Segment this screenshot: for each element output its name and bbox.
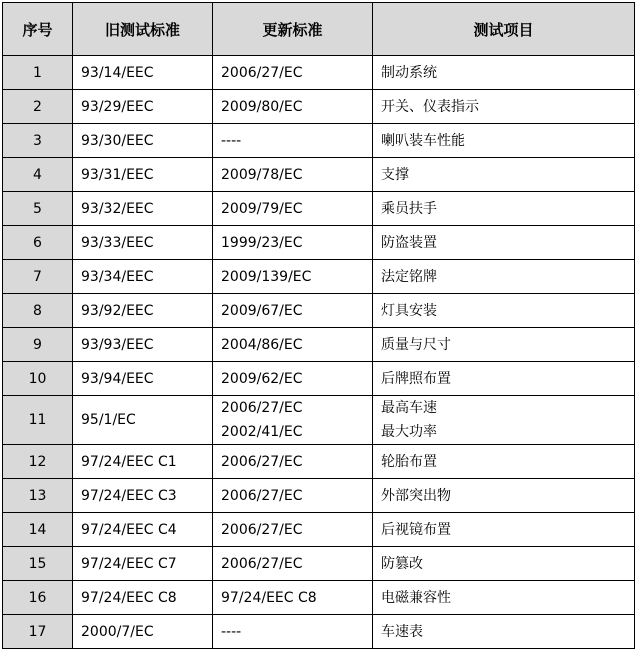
new-standard-cell-line: 97/24/EEC C8 <box>221 589 317 606</box>
table-row <box>3 581 635 615</box>
test-item-cell-line: 最高车速 <box>381 400 437 416</box>
table-row <box>3 90 635 124</box>
test-item-cell <box>373 615 635 649</box>
test-item-cell <box>373 56 635 90</box>
header-new-standard: 更新标准 <box>213 3 373 56</box>
old-standard-cell: 93/29/EEC <box>73 90 213 124</box>
row-index: 12 <box>3 445 73 479</box>
row-index: 11 <box>3 396 73 445</box>
test-item-cell-line: 后视镜布置 <box>381 521 451 538</box>
test-item-cell-line: 法定铭牌 <box>381 268 437 285</box>
old-standard-cell: 97/24/EEC C4 <box>73 513 213 547</box>
new-standard-cell <box>213 192 373 226</box>
old-standard-cell: 93/14/EEC <box>73 56 213 90</box>
row-index: 9 <box>3 328 73 362</box>
old-standard-cell: 95/1/EC <box>73 396 213 445</box>
test-item-cell-line: 乘员扶手 <box>381 200 437 217</box>
table-row <box>3 615 635 649</box>
table-header <box>3 3 635 56</box>
table-row <box>3 294 635 328</box>
table-row <box>3 328 635 362</box>
test-item-cell <box>373 479 635 513</box>
new-standard-cell-line: 2009/62/EC <box>221 370 303 387</box>
old-standard-cell: 97/24/EEC C3 <box>73 479 213 513</box>
new-standard-cell-line: ---- <box>221 132 242 149</box>
test-item-cell <box>373 260 635 294</box>
old-standard-cell: 97/24/EEC C8 <box>73 581 213 615</box>
test-item-cell <box>373 445 635 479</box>
table-row <box>3 445 635 479</box>
test-item-cell <box>373 362 635 396</box>
table-row <box>3 479 635 513</box>
test-item-cell-line: 电磁兼容性 <box>381 589 451 606</box>
test-item-cell-line: 开关、仪表指示 <box>381 98 479 115</box>
new-standard-cell-line: 2006/27/EC <box>221 487 303 504</box>
row-index: 13 <box>3 479 73 513</box>
new-standard-cell-line: 2009/78/EC <box>221 166 303 183</box>
test-item-cell <box>373 294 635 328</box>
new-standard-cell-line: 2006/27/EC <box>221 64 303 81</box>
table-row <box>3 547 635 581</box>
row-index: 17 <box>3 615 73 649</box>
new-standard-cell <box>213 260 373 294</box>
old-standard-cell: 97/24/EEC C1 <box>73 445 213 479</box>
new-standard-cell <box>213 445 373 479</box>
test-item-cell-line: 车速表 <box>381 623 423 640</box>
new-standard-cell <box>213 396 373 445</box>
old-standard-cell: 93/30/EEC <box>73 124 213 158</box>
old-standard-cell: 93/92/EEC <box>73 294 213 328</box>
new-standard-cell-line: 2006/27/EC <box>221 521 303 538</box>
old-standard-cell: 93/34/EEC <box>73 260 213 294</box>
new-standard-cell <box>213 479 373 513</box>
new-standard-cell <box>213 513 373 547</box>
old-standard-cell: 2000/7/EC <box>73 615 213 649</box>
new-standard-cell-line: ---- <box>221 623 242 640</box>
table-row <box>3 362 635 396</box>
table-row <box>3 226 635 260</box>
test-item-cell <box>373 158 635 192</box>
test-item-cell <box>373 396 635 445</box>
row-index: 4 <box>3 158 73 192</box>
test-item-cell-line: 防篡改 <box>381 555 423 572</box>
table-row <box>3 396 635 445</box>
test-item-cell-line: 防盗装置 <box>381 234 437 251</box>
new-standard-cell-line: 2009/67/EC <box>221 302 303 319</box>
test-item-cell-line: 最大功率 <box>381 424 437 440</box>
test-item-cell-line: 灯具安装 <box>381 302 437 319</box>
table-row <box>3 158 635 192</box>
old-standard-cell: 93/33/EEC <box>73 226 213 260</box>
old-standard-cell: 97/24/EEC C7 <box>73 547 213 581</box>
row-index: 10 <box>3 362 73 396</box>
test-item-cell-line: 支撑 <box>381 166 409 183</box>
old-standard-cell: 93/31/EEC <box>73 158 213 192</box>
new-standard-cell <box>213 294 373 328</box>
new-standard-cell-line: 2006/27/EC <box>221 453 303 470</box>
new-standard-cell <box>213 581 373 615</box>
row-index: 7 <box>3 260 73 294</box>
new-standard-cell <box>213 328 373 362</box>
row-index: 6 <box>3 226 73 260</box>
test-item-cell <box>373 513 635 547</box>
row-index: 1 <box>3 56 73 90</box>
old-standard-cell: 93/32/EEC <box>73 192 213 226</box>
new-standard-cell-line: 2004/86/EC <box>221 336 303 353</box>
test-item-cell-line: 后牌照布置 <box>381 370 451 387</box>
new-standard-cell <box>213 124 373 158</box>
test-item-cell <box>373 581 635 615</box>
table-row <box>3 56 635 90</box>
test-item-cell <box>373 547 635 581</box>
row-index: 2 <box>3 90 73 124</box>
test-item-cell <box>373 226 635 260</box>
row-index: 3 <box>3 124 73 158</box>
row-index: 14 <box>3 513 73 547</box>
new-standard-cell <box>213 158 373 192</box>
new-standard-cell-line: 2006/27/EC <box>221 400 303 416</box>
row-index: 5 <box>3 192 73 226</box>
old-standard-cell: 93/94/EEC <box>73 362 213 396</box>
test-item-cell <box>373 124 635 158</box>
row-index: 15 <box>3 547 73 581</box>
row-index: 16 <box>3 581 73 615</box>
new-standard-cell-line: 1999/23/EC <box>221 234 303 251</box>
new-standard-cell-line: 2009/80/EC <box>221 98 303 115</box>
test-item-cell-line: 喇叭装车性能 <box>381 132 465 149</box>
new-standard-cell-line: 2009/139/EC <box>221 268 312 285</box>
table-row <box>3 192 635 226</box>
old-standard-cell: 93/93/EEC <box>73 328 213 362</box>
new-standard-cell <box>213 362 373 396</box>
table-row <box>3 260 635 294</box>
test-item-cell-line: 质量与尺寸 <box>381 336 451 353</box>
test-item-cell-line: 轮胎布置 <box>381 453 437 470</box>
test-item-cell <box>373 328 635 362</box>
header-test-item: 测试项目 <box>373 3 635 56</box>
row-index: 8 <box>3 294 73 328</box>
new-standard-cell <box>213 90 373 124</box>
new-standard-cell <box>213 226 373 260</box>
test-item-cell-line: 制动系统 <box>381 64 437 81</box>
table-row <box>3 513 635 547</box>
test-item-cell <box>373 192 635 226</box>
new-standard-cell <box>213 547 373 581</box>
table-row <box>3 124 635 158</box>
test-item-cell <box>373 90 635 124</box>
header-index: 序号 <box>3 3 73 56</box>
new-standard-cell-line: 2006/27/EC <box>221 555 303 572</box>
header-old-standard: 旧测试标准 <box>73 3 213 56</box>
new-standard-cell <box>213 56 373 90</box>
new-standard-cell-line: 2002/41/EC <box>221 424 303 440</box>
standards-table <box>2 2 635 649</box>
new-standard-cell <box>213 615 373 649</box>
test-item-cell-line: 外部突出物 <box>381 487 451 504</box>
table-body <box>3 56 635 649</box>
new-standard-cell-line: 2009/79/EC <box>221 200 303 217</box>
